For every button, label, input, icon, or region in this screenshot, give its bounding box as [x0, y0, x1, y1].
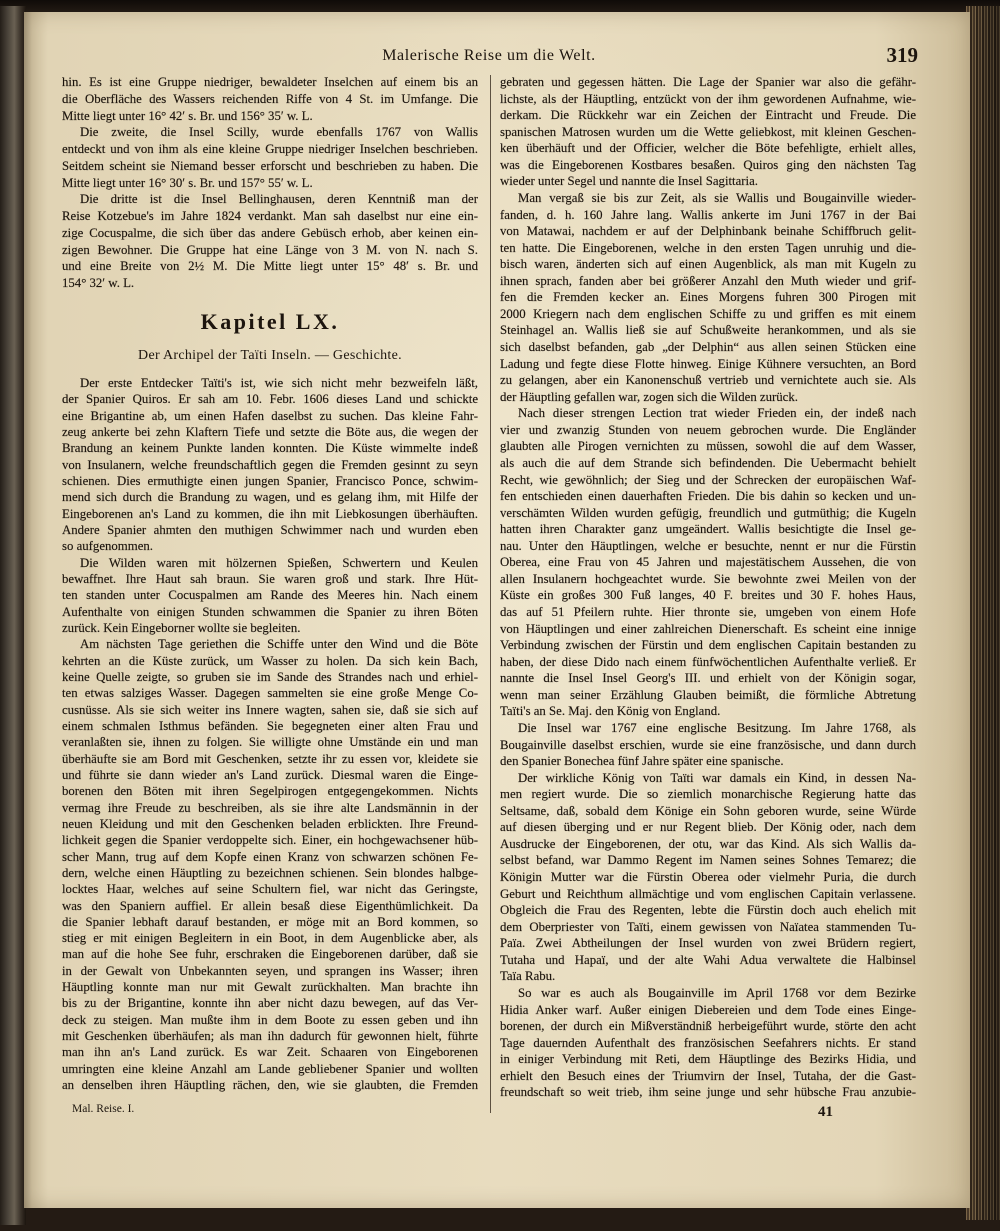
- text-line: spanischen Matrosen wurden um die Wette geliebkost, mit kleinen Geschen-: [500, 124, 916, 139]
- text-line: Verbindung zwischen der Fürstin und dem englischen Capitain bestanden zu: [500, 638, 916, 653]
- text-line: wenn man seiner Erzählung Glauben beimißt, die förmliche Abtretung: [500, 687, 916, 702]
- text-line: locktes Haar, welches auf seine Schultern fiel, war nicht das Geringste,: [62, 882, 478, 897]
- text-line: Die Insel war 1767 eine englische Besitzung. Im Jahre 1768, als: [518, 720, 916, 735]
- text-line: vier und zwanzig Stunden von neuem gebrochen wurde. Die Engländer: [500, 422, 916, 437]
- text-line: schienen. Dies ermuthigte einen jungen Spanier, Francisco Ponce, schwim-: [62, 473, 478, 488]
- text-line: an denselben ihren Häuptling rächen, den, wie sie glaubten, die Fremden: [62, 1078, 478, 1093]
- text-line: Ausdrucke der Eingeborenen, der otu, war das Kind. Als sich Wallis da-: [500, 836, 916, 851]
- text-line: erhielt den Besuch eines der Triumvirn der Insel, Tutaha, der die Gast-: [500, 1068, 916, 1083]
- text-line: fen die Fremden kecker an. Eines Morgens fuhren 300 Pirogen mit: [500, 290, 916, 305]
- chapter-heading: Kapitel LX.: [200, 309, 340, 334]
- text-line: Reise Kotzebue's im Jahre 1824 verdankt. Man sah daselbst nur eine ein-: [62, 209, 478, 223]
- text-line: Brandung an keinem Punkte landen konnten. Die Küste wimmelte indeß: [62, 441, 478, 456]
- text-line: was die Eingeborenen Kostbares besaßen. Quiros ging den nächsten Tag: [500, 157, 916, 172]
- intro-paragraphs: [62, 74, 478, 292]
- text-line: Geburt und Reichthum allmächtige und vom englischen Capitain verlassene.: [500, 886, 916, 901]
- text-line: men regiert wurde. Die so ziemlich monarchische Regierung hatte das: [500, 787, 916, 802]
- text-line: selbst befand, war Dammo Regent im Namen seines Sohnes Temarez; die: [500, 853, 916, 868]
- text-line: derkam. Die Rückkehr war ein Zeichen der Eintracht und Freude. Die: [500, 108, 916, 123]
- text-line: kehrten an die Küste zurück, um Wasser zu holen. Da sich kein Bach,: [62, 653, 478, 668]
- text-line: als auch die auf dem Strande sich befindenden. Die Uebermacht behielt: [500, 455, 916, 470]
- text-line: in einiger Verbindung mit Reti, dem Häuptlinge des Bezirks Hidia, und: [500, 1052, 916, 1067]
- text-line: freundschaft so weit trieb, ihm seine junge und sehr hübsche Frau anzubie-: [500, 1085, 916, 1100]
- text-line: 154° 32′ w. L.: [62, 276, 135, 290]
- text-line: man ihn an's Land zurück. Es war Zeit. Schaaren von Eingeborenen: [62, 1045, 478, 1060]
- text-line: mend sich durch die Brandung zu wagen, und es gelang ihm, mit Hilfe der: [62, 490, 478, 505]
- text-line: fen entschieden einen dauerhaften Frieden. Die bis dahin so kecken und un-: [500, 489, 916, 504]
- text-line: fanden, d. h. 160 Jahre lang. Wallis ankerte im Juni 1767 in der Bai: [500, 207, 916, 222]
- text-line: wieder unter Segel und nannte die Insel Sagittaria.: [500, 174, 758, 189]
- text-line: zige Cocuspalme, die sich über das andere Gebüsch erhob, aber keinen ein-: [62, 225, 478, 240]
- text-line: Küste ein großes 300 Fuß langes, 40 F. breites und 30 F. hohes Haus,: [500, 588, 916, 603]
- text-line: eine Brigantine ab, um einen Hafen daselbst zu suchen. Das kleine Fahr-: [62, 408, 478, 423]
- text-line: veranlaßten sie, ihnen zu folgen. Sie willigte ohne Umstände ein und man: [62, 735, 478, 750]
- text-line: dern, welche einen Häuptling zu bezeichnen schienen. Sein blondes halbge-: [62, 865, 478, 880]
- text-line: in der Gewalt von Unbekannten seyen, und sprangen ins Wasser; ihren: [62, 963, 478, 978]
- text-line: deck zu steigen. Man mußte ihm in dem Boote zu essen geben und ihn: [62, 1012, 478, 1027]
- text-line: Tutaha und Hapaï, und der alte Wahi Adua verwaltete die Halbinsel: [500, 952, 916, 967]
- text-line: Steinhagel an. Wallis ließ sie auf Schußweite herankommen, und als sie: [500, 323, 916, 338]
- text-line: neuen Kleidung und mit den Geschenken beladen erblickten. Ihre Freund-: [62, 816, 478, 831]
- text-line: scher Mann, trug auf dem Kopfe einen Kranz von schwarzen schönen Fe-: [62, 849, 478, 864]
- text-line: vermag ihre Freude zu beschreiben, als sie ihre alte Landsmännin in der: [62, 800, 478, 815]
- text-line: die Oberfläche des Wassers reichenden Riffe von 4 St. im Umfange. Die: [62, 91, 478, 106]
- text-line: Königin Mutter war die Fürstin Oberea oder vielmehr Puria, die durch: [500, 870, 916, 884]
- chapter-body-right: [500, 74, 916, 1101]
- text-line: ken überhäuft und der Officier, welcher die Böte befehligte, erhielt alles,: [500, 141, 916, 156]
- text-line: borenen, der durch ein Mißverständniß herbeigeführt wurde, störte den acht: [500, 1019, 916, 1034]
- text-line: Taïa Rabu.: [500, 969, 556, 984]
- text-line: verschämten Wilden wurden gefügig, freundlich und gutmüthig; die Kugeln: [500, 505, 916, 520]
- column-divider: [490, 75, 491, 1113]
- text-line: was den Spaniern auffiel. Er allein besaß diese Eigenthümlichkeit. Da: [62, 898, 478, 913]
- text-line: ten etwas salziges Wasser. Dagegen sammelten sie eine große Menge Co-: [62, 686, 478, 701]
- text-line: entdeckt und von ihm als eine kleine Gruppe niedriger Inselchen beschrieben.: [62, 142, 478, 156]
- text-line: nannte die Insel Insel Georg's III. und erhielt von der Königin sogar,: [500, 671, 916, 686]
- text-line: 2000 Kriegern nach dem englischen Schiffe zu und griffen es mit einem: [500, 306, 916, 321]
- text-line: Die zweite, die Insel Scilly, wurde ebenfalls 1767 von Wallis: [80, 125, 478, 140]
- text-line: hin. Es ist eine Gruppe niedriger, bewaldeter Inselchen auf einem bis an: [62, 75, 478, 89]
- text-line: cusnüsse. Als sie sich weiter ins Innere wagten, sahen sie, daß sie sich auf: [62, 702, 478, 717]
- text-line: zurück. Kein Eingeborner wollte sie begleiten.: [62, 620, 301, 635]
- chapter-subtitle: Der Archipel der Taïti Inseln. — Geschichte.: [138, 348, 402, 363]
- text-line: Eingeborenen an's Land zu kommen, die ihn mit Liebkosungen überhäuften.: [62, 506, 478, 521]
- text-line: Der erste Entdecker Taïti's ist, wie sich nicht mehr bezweifeln läßt,: [80, 376, 478, 390]
- text-line: ten standen unter Cocuspalmen am Rande des Meeres hin. Nach einem: [62, 588, 478, 603]
- text-line: zigen Bewohner. Die Gruppe hat eine Länge von 3 M. von N. nach S.: [62, 242, 478, 257]
- page-stack-edge: [966, 6, 1000, 1220]
- text-line: die Spanier lebhaft darauf bestanden, er möge mit an Bord kommen, so: [62, 914, 478, 929]
- text-line: von Häuptlingen und einer zahlreichen Dienerschaft. Es scheint eine innige: [500, 621, 916, 636]
- text-line: zeug ankerte bei zehn Klaftern Tiefe und setzte die Böte aus, die wegen der: [62, 424, 478, 439]
- text-line: stieg er mit einigen Begleitern in ein Boot, in dem Augenblicke aber, als: [62, 931, 478, 946]
- text-line: von Insulanern, welche freundschaftlich gegen die Fremden gesinnt zu seyn: [62, 457, 478, 472]
- text-line: Andere Spanier ahmten den muthigen Schwimmer nach und wurden eben: [62, 522, 478, 537]
- text-line: überhäufte sie am Bord mit Geschenken, setzte ihr zu essen vor, kleidete sie: [62, 751, 478, 766]
- text-line: und eine Breite von 2½ M. Die Mitte liegt unter 15° 48′ s. Br. und: [62, 259, 478, 274]
- text-line: bewaffnet. Ihre Haut sah braun. Sie waren groß und stark. Ihre Hüt-: [62, 571, 478, 586]
- text-line: ihnen sprach, fanden aber bei größerer Anzahl den Muth wieder und grif-: [500, 273, 916, 288]
- text-line: Mitte liegt unter 16° 30′ s. Br. und 157° 55′ w. L.: [62, 175, 313, 190]
- text-line: Taïti's an Se. Maj. den König von England.: [500, 704, 721, 719]
- text-line: Am nächsten Tage geriethen die Schiffe unter den Wind und die Böte: [80, 637, 478, 652]
- text-line: man auf die hohe See fuhr, erschraken die Eingeborenen darüber, daß sie: [62, 947, 478, 962]
- text-line: keine Quelle zeigte, so gruben sie im Sande des Strandes nach und erhiel-: [62, 669, 478, 684]
- facing-page-edge: [0, 6, 26, 1225]
- text-line: Die dritte ist die Insel Bellinghausen, deren Kenntniß man der: [80, 192, 478, 207]
- text-line: Man vergaß sie bis zur Zeit, als sie Wallis und Bougainville wieder-: [518, 190, 916, 205]
- text-line: nau. Unter den Häuptlingen, welche er besuchte, nennt er nur die Fürstin: [500, 538, 916, 553]
- left-column: [62, 74, 478, 1110]
- text-line: lichste, als der Häuptling, entzückt von der ihm gewordenen Aufnahme, wie-: [500, 91, 916, 106]
- text-line: und führte sie dann wieder an's Land zurück. Diesmal waren die Einge-: [62, 767, 478, 782]
- text-line: dem Oberpriester von Taïti, einem gewissen von Naïatea stammenden Tu-: [500, 919, 916, 934]
- text-line: allen Insulanern hochgeachtet wurde. Sie bewohnte zwei Meilen von der: [500, 571, 916, 586]
- text-line: lichkeit gegen die Spanier verdoppelte sich. Einer, ein hochgewachsener hüb-: [62, 833, 478, 848]
- running-title: Malerische Reise um die Welt.: [382, 47, 596, 64]
- text-line: Ladung und fegte diese Flotte hinweg. Einige Kühnere versuchten, an Bord: [500, 356, 916, 371]
- text-line: Païa. Zwei Abtheilungen der Insel wurden von zwei Brüdern regiert,: [500, 936, 916, 951]
- signature-mark: Mal. Reise. I.: [72, 1103, 135, 1115]
- text-line: auf diesen überging und er nur Regent blieb. Der König oder, nach dem: [500, 820, 916, 835]
- text-line: Häuptling konnte man nur mit Gewalt zurückhalten. Man brachte ihn: [62, 980, 478, 995]
- chapter-body-left: [62, 375, 478, 1093]
- text-line: Recht, wie gewöhnlich; der Sieg und der Schrecken der europäischen Waf-: [500, 472, 916, 487]
- text-line: Aufenthalte von einigen Stunden schwammen die Spanier zu ihren Böten: [62, 604, 478, 619]
- text-line: der Häuptling gefallen war, zogen sich die Wilden zurück.: [500, 389, 798, 404]
- book-page: [24, 12, 970, 1208]
- text-line: hatten ihren Charakter ganz umgeändert. Wallis besichtigte die Insel ge-: [500, 522, 916, 537]
- text-line: ten hatte. Die Eingeborenen, welche in den ersten Tagen unruhig und die-: [500, 240, 916, 255]
- text-line: Mitte liegt unter 16° 42′ s. Br. und 156° 35′ w. L.: [62, 108, 313, 123]
- text-line: So war es auch als Bougainville im April 1768 vor dem Bezirke: [518, 985, 916, 1000]
- text-line: von Matawai, nachdem er auf der Delphinbank beinahe Schiffbruch gelit-: [500, 224, 916, 239]
- text-line: glaubten alle Pirogen vernichten zu müssen, sowohl die auf dem Wasser,: [500, 439, 916, 454]
- text-line: den Spanier Bonechea fünf Jahre später eine spanische.: [500, 754, 784, 769]
- text-line: gebraten und gegessen hätten. Die Lage der Spanier war also die gefähr-: [500, 75, 916, 89]
- text-line: so aufgenommen.: [62, 539, 153, 554]
- text-line: umringten eine kleine Anzahl am Lande gebliebener Spanier und wollten: [62, 1061, 478, 1076]
- sheet-number: 41: [818, 1104, 833, 1120]
- page-number: 319: [886, 43, 918, 67]
- text-line: bisch waren, änderten sich auf einen Augenblick, als man mit Kugeln zu: [500, 257, 916, 272]
- text-line: Tage dauernden Aufenthalt des französischen Seefahrers nichts. Er stand: [500, 1035, 916, 1050]
- text-line: der Spanier Quiros. Er sah am 10. Febr. 1606 dieses Land und schickte: [62, 392, 478, 407]
- right-column: [500, 74, 916, 1110]
- text-line: bis zu der Brigantine, konnte ihn aber nicht dazu bewegen, auf das Ver-: [62, 996, 478, 1011]
- text-line: haben, der diese Dido nach einem fünfwöchentlichen Aufenthalte verließ. Er: [500, 654, 916, 669]
- text-line: Obgleich die Frau des Regenten, lebte die Fürstin doch auch ehelich mit: [500, 903, 916, 918]
- text-line: einem schmalen Isthmus befänden. Sie begegneten einer alten Frau und: [62, 718, 478, 733]
- text-line: sich daselbst befanden, gab „der Delphin“ aus allen seinen Stücken eine: [500, 340, 916, 354]
- text-line: Nach dieser strengen Lection trat wieder Frieden ein, der indeß nach: [518, 406, 916, 421]
- text-line: borenen den Böten mit ihren Segelpirogen entgegengekommen. Nichts: [62, 784, 478, 799]
- text-line: das auf 51 Pfeilern ruhte. Hier thronte sie, umgeben von einem Hofe: [500, 605, 916, 619]
- text-line: Seltsame, daß, sobald dem Könige ein Sohn geboren wurde, seine Würde: [500, 803, 916, 818]
- text-line: Hidia Anker warf. Außer einigen Diebereien und dem Tode eines Einge-: [500, 1002, 916, 1017]
- text-line: Oberea, eine Frau von 45 Jahren und majestätischem Aussehen, die von: [500, 555, 916, 570]
- text-line: Die Wilden waren mit hölzernen Spießen, Schwertern und Keulen: [80, 555, 478, 570]
- text-line: zu gelangen, aber ein Kanonenschuß vertrieb und vernichtete auch sie. Als: [500, 373, 916, 388]
- text-line: mit Geschenken überhäufen; als man ihn dadurch für gewonnen hielt, führte: [62, 1029, 478, 1044]
- text-line: Seitdem scheint sie Niemand besser erforscht und beschrieben zu haben. Die: [62, 158, 478, 173]
- text-line: Bougainville daselbst erschien, wurde sie eine französische, und dann durch: [500, 737, 916, 752]
- text-line: Der wirkliche König von Taïti war damals ein Kind, in dessen Na-: [518, 770, 916, 785]
